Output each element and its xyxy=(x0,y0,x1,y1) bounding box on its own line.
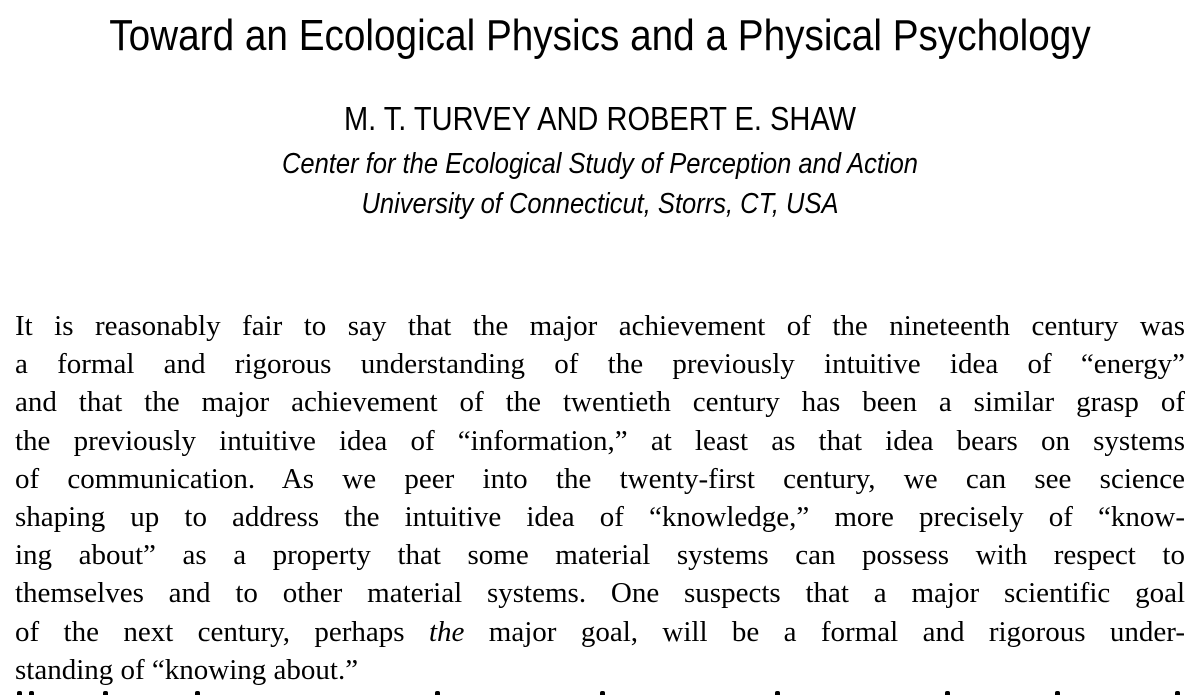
body-line-9-end: major goal, will be a formal and rigorous under- xyxy=(464,615,1185,648)
glyph-fragment xyxy=(195,691,200,695)
emphasis-the: the xyxy=(428,615,465,648)
glyph-fragment xyxy=(1055,691,1060,695)
body-line-6: shaping up to address the intuitive idea of “knowledge,” more precisely of “know- xyxy=(15,500,1185,533)
glyph-fragment xyxy=(29,691,34,695)
body-line-4: the previously intuitive idea of “information,” at least as that idea bears on systems xyxy=(15,424,1185,457)
glyph-fragment xyxy=(600,691,605,695)
glyph-fragment xyxy=(1175,691,1180,695)
body-line-5: of communication. As we peer into the twenty-first century, we can see science xyxy=(15,462,1185,495)
glyph-fragment xyxy=(775,691,780,695)
glyph-fragment xyxy=(103,691,108,695)
body-line-2: a formal and rigorous understanding of the previously intuitive idea of “energy” xyxy=(15,348,1185,381)
body-paragraph xyxy=(15,307,1185,689)
glyph-fragment xyxy=(435,691,440,695)
affiliation-location: University of Connecticut, Storrs, CT, USA xyxy=(361,188,839,220)
next-line-cutoff xyxy=(15,688,1185,695)
body-line-10: standing of “knowing about.” xyxy=(15,653,359,686)
body-line-3: and that the major achievement of the twentieth century has been a similar grasp of xyxy=(15,386,1185,419)
body-line-9-start: of the next century, perhaps xyxy=(15,615,429,648)
paper-title: Toward an Ecological Physics and a Physical Psychology xyxy=(109,11,1091,60)
body-line-8: themselves and to other material systems. One suspects that a major scientific goal xyxy=(15,577,1185,610)
body-line-9 xyxy=(15,613,1185,651)
glyph-fragment xyxy=(17,691,22,695)
affiliation-institution: Center for the Ecological Study of Perception and Action xyxy=(281,148,918,180)
paper-authors: M. T. TURVEY AND ROBERT E. SHAW xyxy=(343,100,857,137)
body-line-1: It is reasonably fair to say that the major achievement of the nineteenth century was xyxy=(15,310,1185,342)
body-line-7: ing about” as a property that some material systems can possess with respect to xyxy=(15,539,1185,572)
glyph-fragment xyxy=(945,691,950,695)
